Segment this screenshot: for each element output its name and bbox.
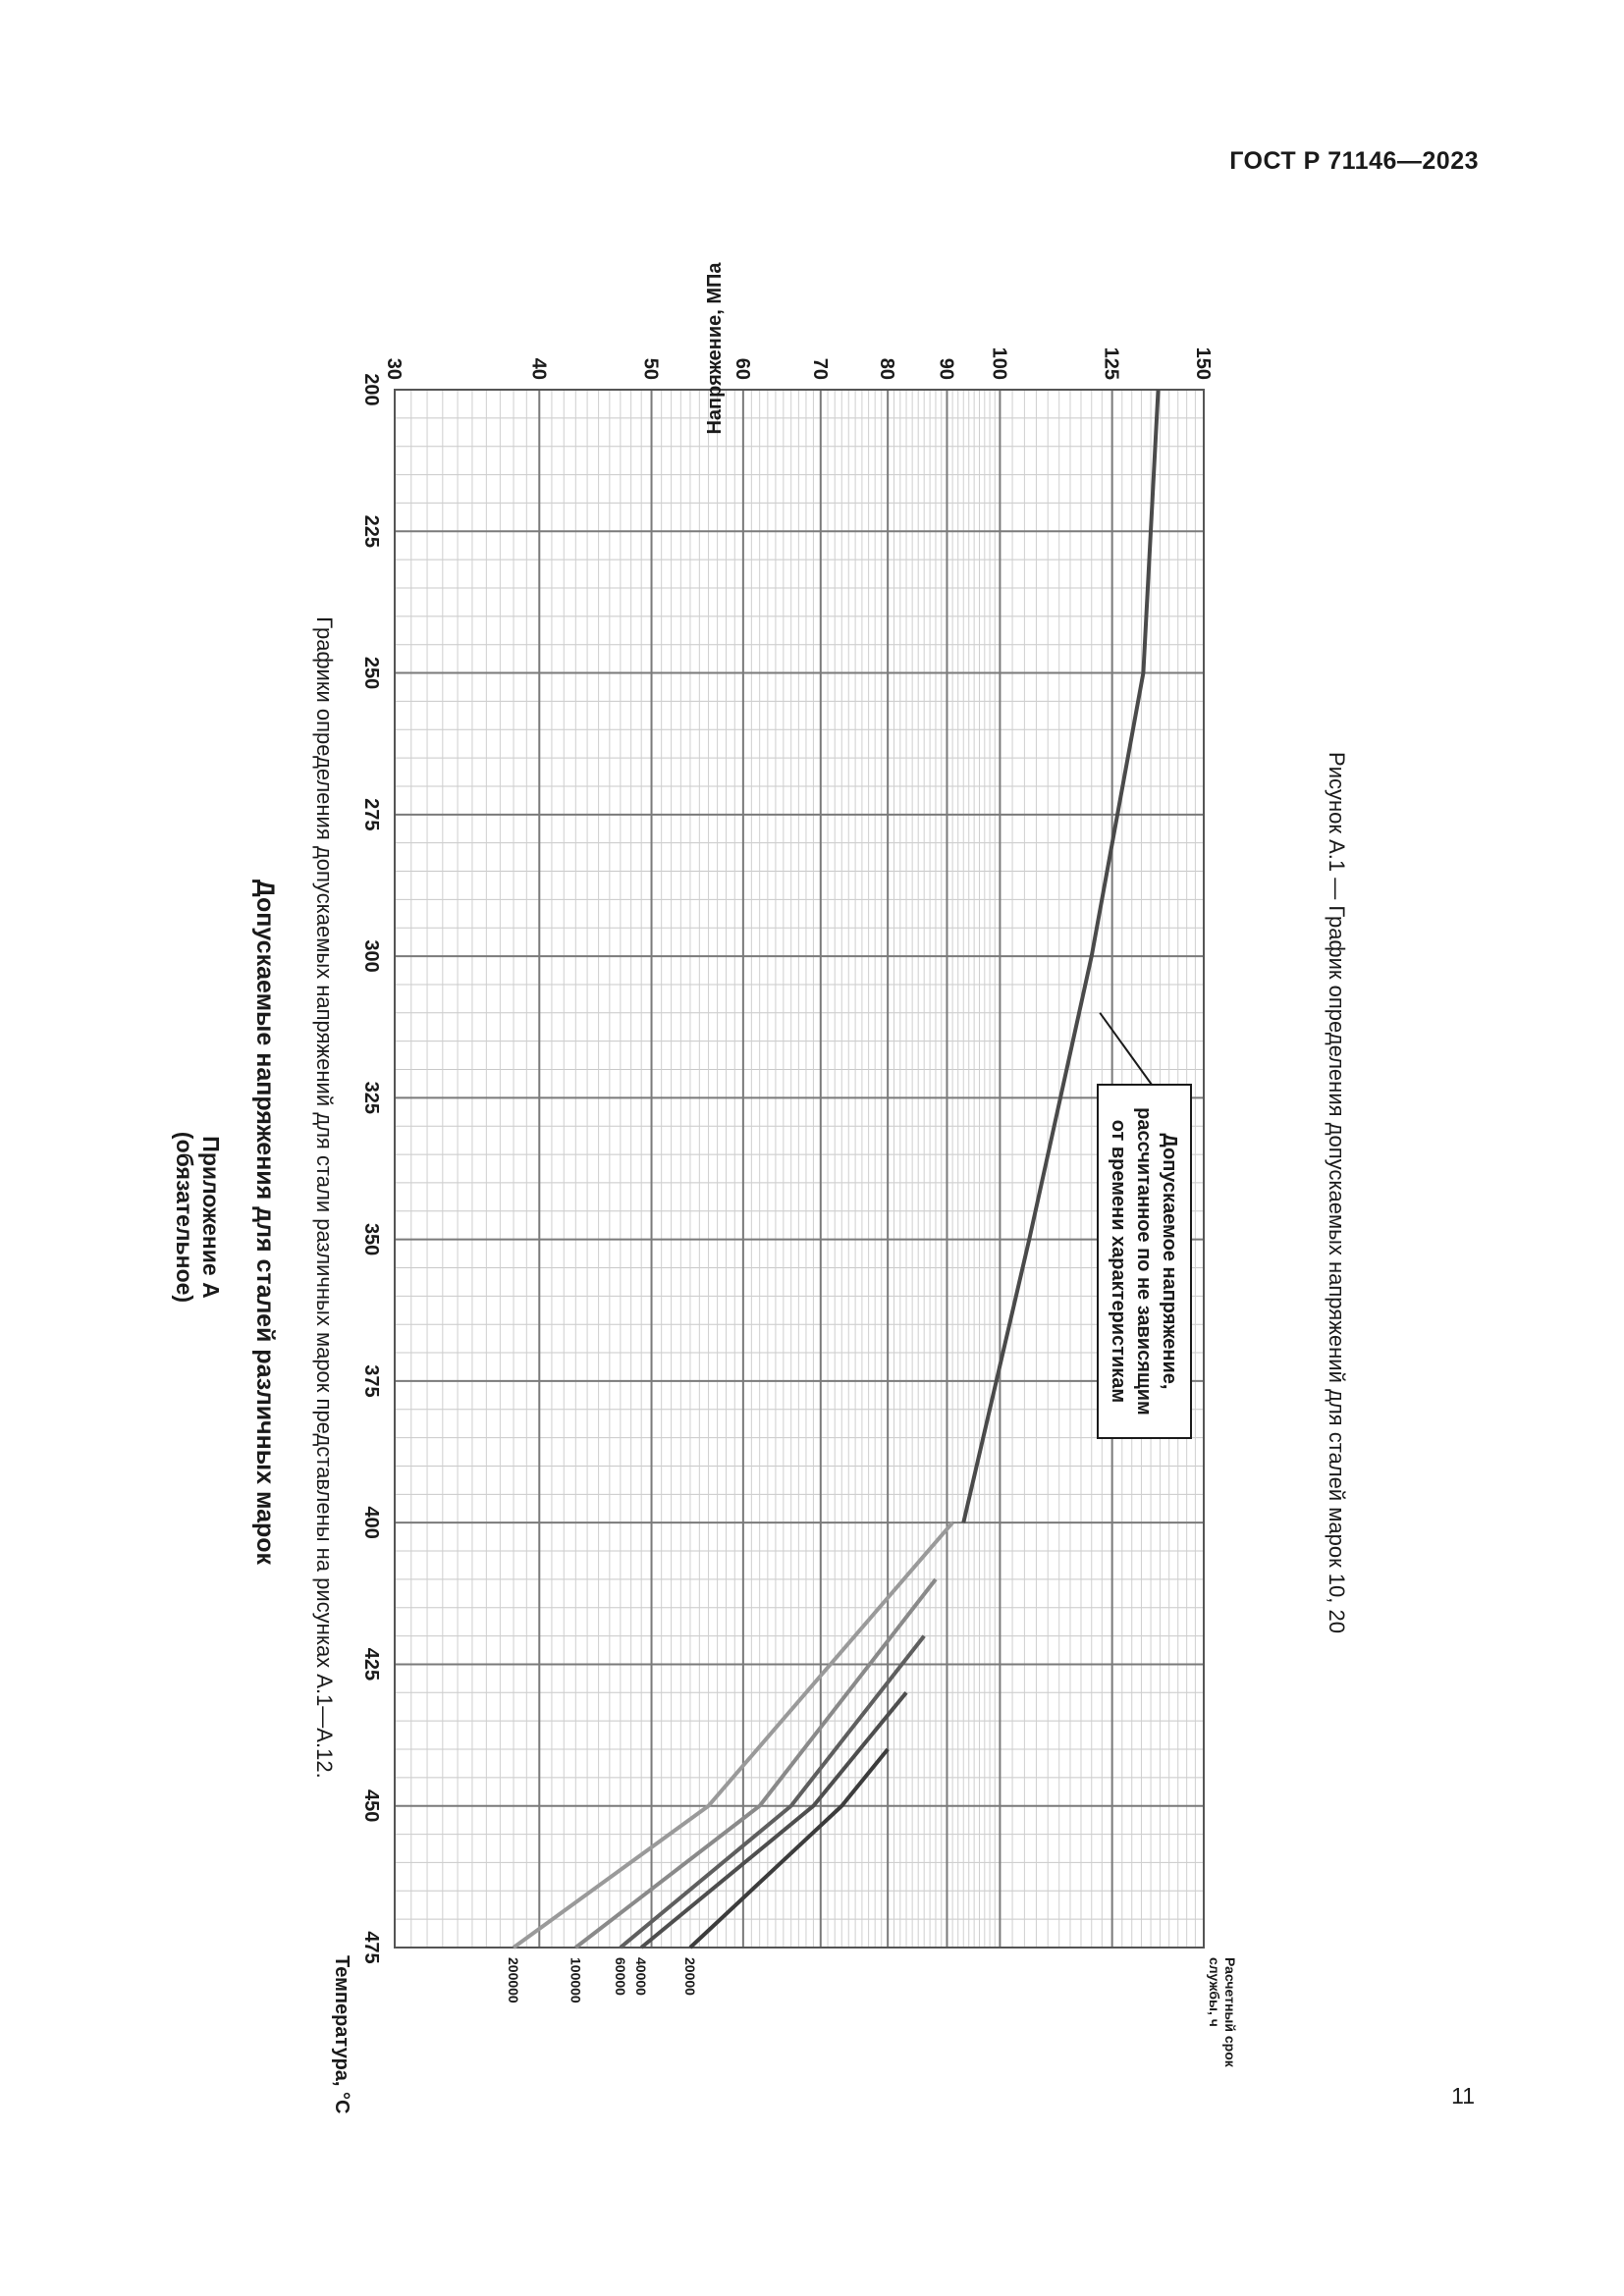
x-tick-labels	[360, 373, 382, 1963]
legend-entry-100000: 100000	[568, 1957, 584, 2003]
y-tick-label: 70	[808, 357, 831, 380]
legend-entry-40000: 40000	[633, 1957, 650, 1996]
x-axis-label: Температура, °C	[331, 1955, 352, 2114]
x-tick-label: 350	[360, 1222, 382, 1256]
y-tick-label: 40	[527, 357, 550, 380]
y-tick-label: 50	[639, 357, 662, 380]
x-tick-label: 225	[360, 514, 382, 548]
annotation-line: Допускаемое напряжение,	[1159, 1133, 1180, 1390]
section-intro: Графики определения допускаемых напряжений для стали различных марок представлены на рисунках А.1—А.12.	[312, 616, 337, 1779]
y-tick-label: 90	[935, 357, 957, 380]
grid-minor	[395, 390, 1204, 1948]
annotation-leader	[1100, 1013, 1152, 1085]
page-number: 11	[1451, 2083, 1475, 2109]
document-code: ГОСТ Р 71146—2023	[1229, 147, 1479, 175]
appendix-title: Приложение А	[198, 1136, 224, 1299]
x-tick-label: 450	[360, 1789, 382, 1823]
x-tick-label: 375	[360, 1364, 382, 1398]
series-line-200000	[514, 1522, 952, 1948]
plot-frame	[395, 390, 1204, 1948]
series-line-20000	[690, 1749, 888, 1948]
y-tick-label: 150	[1192, 347, 1214, 380]
legend-title: Расчетный срокслужбы, ч	[1207, 1957, 1238, 2067]
x-tick-label: 325	[360, 1081, 382, 1115]
stress-chart	[331, 262, 1238, 2114]
legend-entry-60000: 60000	[612, 1957, 628, 1996]
y-tick-label: 60	[731, 357, 753, 380]
y-tick-labels	[383, 347, 1214, 380]
grid-major	[395, 390, 1204, 1948]
x-tick-label: 475	[360, 1931, 382, 1964]
figure-caption: Рисунок А.1 — График определения допускаемых напряжений для сталей марок 10, 20	[1325, 752, 1349, 1633]
annotation-line: рассчитанное по не зависящим	[1133, 1107, 1155, 1415]
section-title: Допускаемые напряжения для сталей различных марок	[251, 879, 279, 1566]
legend	[506, 1957, 1238, 2068]
x-tick-label: 300	[360, 939, 382, 973]
y-tick-label: 30	[383, 357, 405, 380]
legend-entry-200000: 200000	[506, 1957, 522, 2003]
y-tick-label: 80	[876, 357, 898, 380]
appendix-status: (обязательное)	[172, 1131, 197, 1304]
x-tick-label: 250	[360, 656, 382, 690]
y-axis-label: Напряжение, МПа	[704, 262, 726, 435]
y-tick-label: 100	[988, 347, 1010, 380]
x-tick-label: 200	[360, 373, 382, 406]
x-tick-label: 425	[360, 1647, 382, 1682]
legend-entry-20000: 20000	[681, 1957, 698, 1996]
annotation-line: от времени характеристикам	[1108, 1119, 1129, 1404]
x-tick-label: 400	[360, 1506, 382, 1539]
series-lines	[514, 390, 1159, 1948]
y-tick-label: 125	[1100, 347, 1122, 380]
x-tick-label: 275	[360, 798, 382, 831]
